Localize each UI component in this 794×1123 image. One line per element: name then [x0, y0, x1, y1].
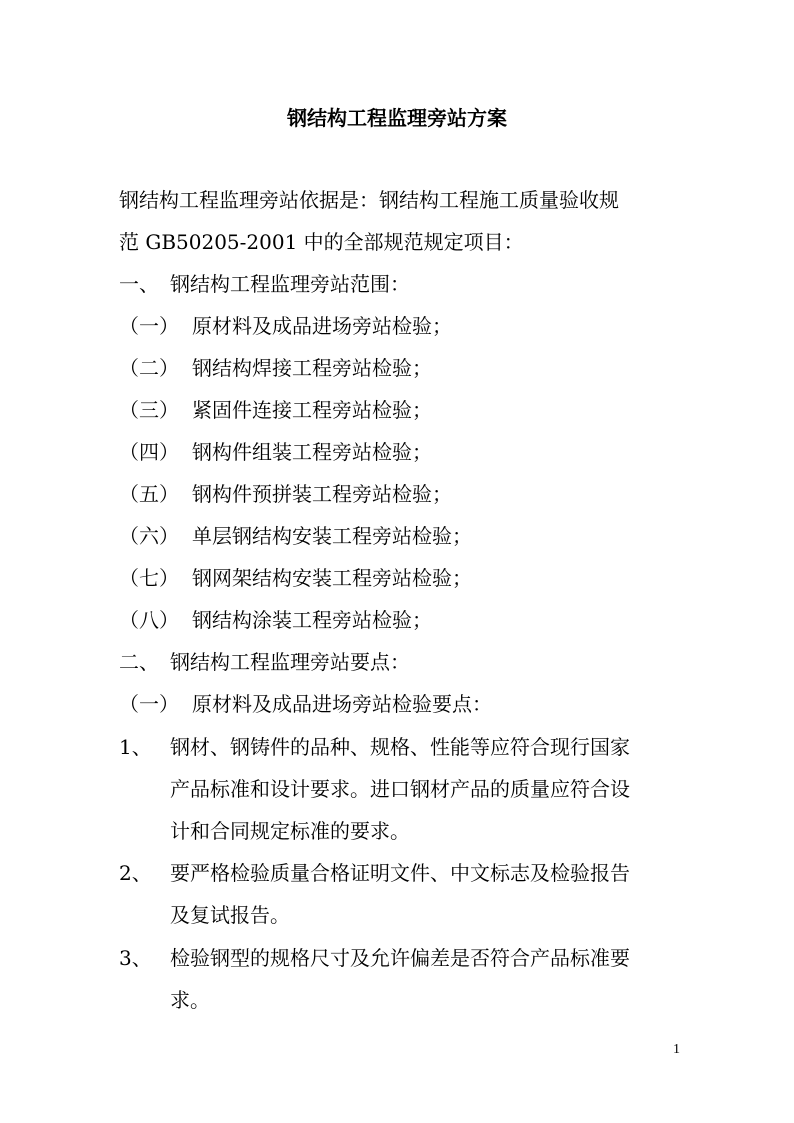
- section1-item-text: 钢结构涂装工程旁站检验；: [192, 608, 432, 632]
- point-text-line: 检验钢型的规格尺寸及允许偏差是否符合产品标准要: [170, 946, 630, 970]
- section1-item-number: （二）: [119, 356, 179, 380]
- point-text-line: 计和合同规定标准的要求。: [170, 819, 410, 843]
- section1-item-text: 钢构件组装工程旁站检验；: [192, 440, 432, 464]
- point-number: 1、: [119, 735, 152, 759]
- section1-item-text: 钢结构焊接工程旁站检验；: [192, 356, 432, 380]
- section1-item-text: 钢网架结构安装工程旁站检验；: [192, 566, 472, 590]
- section1-item-number: （一）: [119, 314, 179, 338]
- section1-item-text: 单层钢结构安装工程旁站检验；: [192, 524, 472, 548]
- document-title: 钢结构工程监理旁站方案: [287, 106, 507, 130]
- section1-number: 一、: [119, 272, 159, 296]
- point-number: 3、: [119, 946, 152, 970]
- section2-sub-heading: 原材料及成品进场旁站检验要点：: [192, 692, 492, 716]
- section2-sub-number: （一）: [119, 692, 179, 716]
- intro-line-2: 范 GB50205-2001 中的全部规范规定项目：: [119, 230, 524, 254]
- intro-line-1: 钢结构工程监理旁站依据是：钢结构工程施工质量验收规: [119, 188, 619, 212]
- point-text-line: 产品标准和设计要求。进口钢材产品的质量应符合设: [170, 777, 630, 801]
- section1-item-number: （七）: [119, 566, 179, 590]
- section1-item-number: （六）: [119, 524, 179, 548]
- section2-heading: 钢结构工程监理旁站要点：: [170, 650, 410, 674]
- section1-item-text: 钢构件预拼装工程旁站检验；: [192, 482, 452, 506]
- section1-item-number: （三）: [119, 398, 179, 422]
- point-text-line: 钢材、钢铸件的品种、规格、性能等应符合现行国家: [170, 735, 630, 759]
- point-text-line: 及复试报告。: [170, 903, 290, 927]
- page-number: 1: [673, 1042, 680, 1057]
- section1-item-number: （八）: [119, 608, 179, 632]
- point-number: 2、: [119, 861, 152, 885]
- point-text-line: 要严格检验质量合格证明文件、中文标志及检验报告: [170, 861, 630, 885]
- section1-item-text: 紧固件连接工程旁站检验；: [192, 398, 432, 422]
- section1-heading: 钢结构工程监理旁站范围：: [170, 272, 410, 296]
- section1-item-number: （五）: [119, 482, 179, 506]
- point-text-line: 求。: [170, 988, 210, 1012]
- section1-item-number: （四）: [119, 440, 179, 464]
- section2-number: 二、: [119, 650, 159, 674]
- section1-item-text: 原材料及成品进场旁站检验；: [192, 314, 452, 338]
